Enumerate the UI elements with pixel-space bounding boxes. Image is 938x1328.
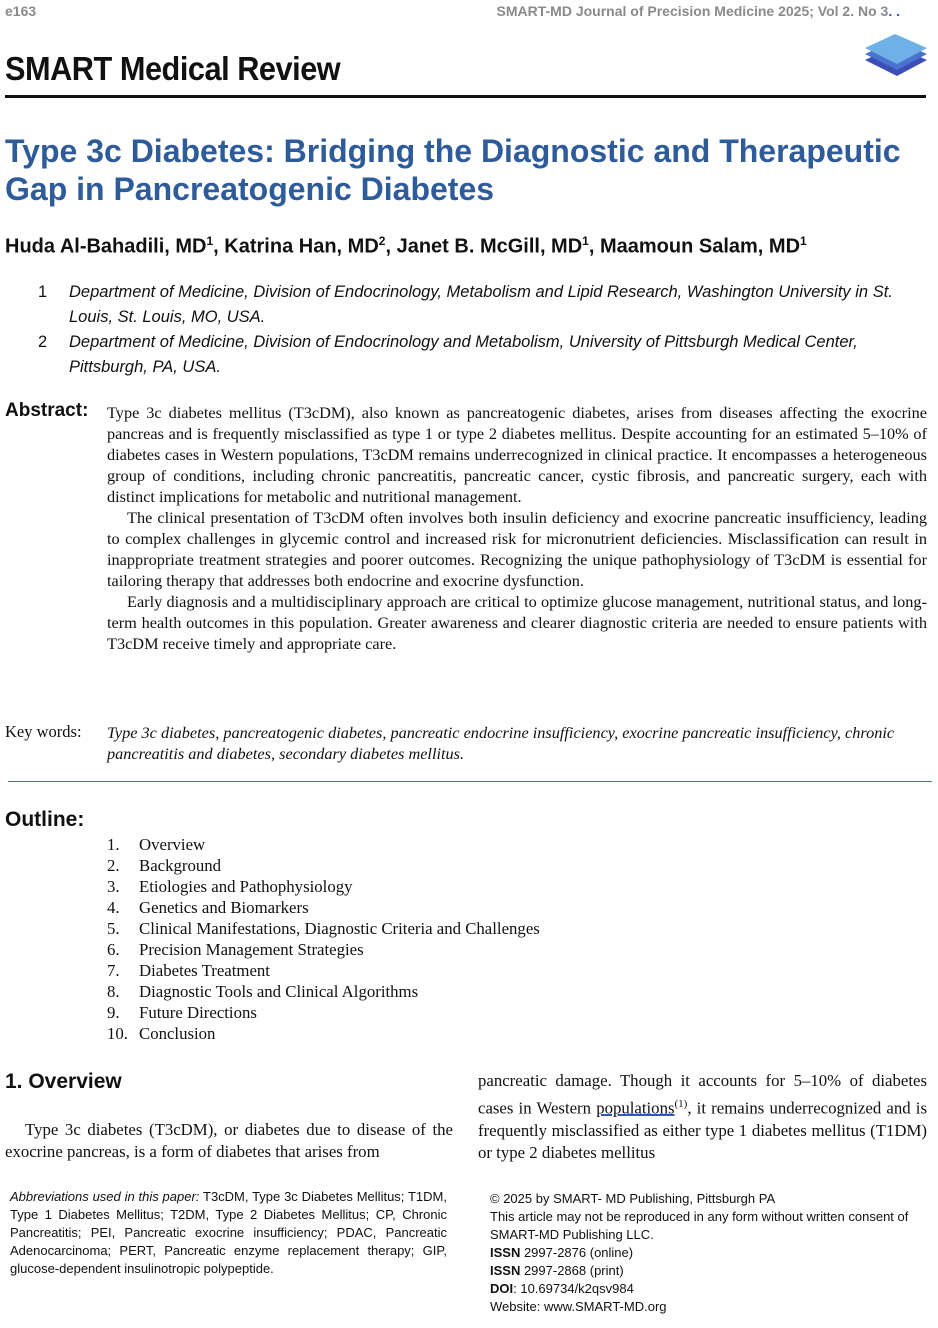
author-list: Huda Al-Bahadili, $MD^1$, Katrina Han, $MD^2$, Janet B. McGill, $MD^1$, Maamoun Salam, $MD^1$: [5, 234, 807, 258]
journal-trailing-dots: . .: [888, 3, 900, 19]
abstract-paragraph: The clinical presentation of T3cDM often involves both insulin deficiency and exocrine pancreatic insufficiency, leading to complex challenges in glycemic control and increased risk for micronutrient deficiencies. Misclassification can result in inappropriate treatment strategies and poorer outcomes. Recognizing the unique pathophysiology of T3cDM is essential for tailoring therapy that addresses both endocrine and exocrine dysfunction.: [107, 508, 927, 590]
outline-item: [107, 855, 540, 876]
rights-notice: This article may not be reproduced in any form without written consent of SMART-MD Publishing LLC.: [490, 1209, 909, 1242]
outline-number: 7.: [107, 961, 120, 980]
abstract-paragraph: Early diagnosis and a multidisciplinary approach are critical to optimize glucose management, nutritional status, and long-term health outcomes in this population. Greater awareness and clearer diagnostic criteria are needed to ensure patients with T3cDM receive timely and appropriate care.: [107, 592, 927, 653]
section-heading-overview: 1. Overview: [5, 1070, 122, 1093]
author-name: Janet B. McGill, MD: [396, 235, 583, 258]
outline-number: 5.: [107, 919, 120, 938]
abstract-body: [107, 402, 927, 654]
outline-item: [107, 1002, 540, 1023]
author-name: Katrina Han, MD: [224, 235, 379, 258]
issn-label: ISSN: [490, 1263, 521, 1278]
keywords-text: Type 3c diabetes, pancreatogenic diabetes, pancreatic endocrine insufficiency, exocrine pancreatic insufficiency, chronic pancreatitis and diabetes, secondary diabetes mellitus.: [107, 723, 895, 763]
stacked-layers-logo-icon: [857, 30, 933, 86]
outline-number: 9.: [107, 1003, 120, 1022]
author-affiliation-mark: 2: [378, 234, 386, 248]
page-number: e163: [5, 3, 37, 19]
doi-value: : 10.69734/k2qsv984: [513, 1281, 634, 1296]
affiliation-text: Department of Medicine, Division of Endocrinology, Metabolism and Lipid Research, Washington University in St. Louis, St. Louis, MO, USA.: [69, 283, 893, 326]
affiliation-number: 2: [38, 333, 48, 351]
author-name: Huda Al-Bahadili, MD: [5, 235, 207, 258]
publisher-info: [490, 1190, 910, 1316]
outline-text: Clinical Manifestations, Diagnostic Criteria and Challenges: [139, 919, 540, 938]
outline-item: [107, 834, 540, 855]
outline-number: 4.: [107, 898, 120, 917]
copyright-line: © 2025 by SMART- MD Publishing, Pittsburgh PA: [490, 1191, 776, 1206]
outline-text: Background: [139, 856, 222, 875]
header-rule: [5, 95, 926, 98]
outline-number: 10.: [107, 1024, 128, 1043]
abstract-paragraph: Type 3c diabetes mellitus (T3cDM), also known as pancreatogenic diabetes, arises from diseases affecting the exocrine pancreas and is frequently misclassified as type 1 or type 2 diabetes mellitus. Despite accounting for an estimated 5–10% of diabetes cases in Western populations, T3cDM remains underrecognized in clinical practice. It encompasses a heterogeneous group of conditions, including chronic pancreatitis, pancreatic cancer, cystic fibrosis, and pancreatic surgery, each with distinct implications for metabolic and nutritional management.: [107, 403, 927, 506]
overview-text: pancreatic damage. Though it accounts for 5–10% of diabetes cases in Western: [478, 1071, 927, 1118]
outline-text: Diagnostic Tools and Clinical Algorithms: [139, 982, 419, 1001]
abbreviations-text: T3cDM, Type 3c Diabetes Mellitus; T1DM, Type 1 Diabetes Mellitus; T2DM, Type 2 Diabetes Mellitus; CP, Chronic Pancreatitis; PEI, Pancreatic exocrine insufficiency; PDAC, Pancreatic Adenocarcinoma; PERT, Pancreatic enzyme replacement therapy; GIP, glucose-dependent insulinotropic polypeptide.: [10, 1189, 447, 1276]
affiliation-item: [38, 330, 928, 380]
brand-name: SMART Medical Review: [5, 50, 341, 87]
affiliation-text: Department of Medicine, Division of Endocrinology and Metabolism, University of Pittsburgh Medical Center, Pittsburgh, PA, USA.: [69, 333, 858, 376]
outline-text: Overview: [139, 835, 206, 854]
outline-text: Precision Management Strategies: [139, 940, 364, 959]
article-title: Type 3c Diabetes: Bridging the Diagnostic and Therapeutic Gap in Pancreatogenic Diabetes: [5, 133, 901, 207]
issn-print: [490, 1262, 910, 1280]
outline-number: 8.: [107, 982, 120, 1001]
abbreviations-label: Abbreviations used in this paper:: [10, 1189, 200, 1204]
outline-label: Outline:: [5, 808, 85, 831]
outline-text: Etiologies and Pathophysiology: [139, 877, 353, 896]
outline-list: [107, 834, 540, 1044]
affiliation-list: [38, 280, 928, 380]
doi-line: [490, 1280, 910, 1298]
website-line[interactable]: Website: www.SMART-MD.org: [490, 1299, 667, 1314]
overview-paragraph: Type 3c diabetes (T3cDM), or diabetes due to disease of the exocrine pancreas, is a form of diabetes that arises from: [5, 1120, 453, 1161]
journal-citation-text: SMART-MD Journal of Precision Medicine 2025; Vol 2. No 3: [496, 3, 889, 19]
outline-item: [107, 960, 540, 981]
affiliation-item: [38, 280, 928, 330]
affiliation-number: 1: [38, 283, 48, 301]
outline-text: Genetics and Biomarkers: [139, 898, 309, 917]
doi-label: DOI: [490, 1281, 514, 1296]
abbreviations-footnote: [10, 1188, 447, 1278]
outline-number: 1.: [107, 835, 120, 854]
journal-citation: [497, 3, 901, 19]
outline-item: [107, 876, 540, 897]
outline-item: [107, 918, 540, 939]
issn-online-value: 2997-2876 (online): [520, 1245, 634, 1260]
outline-number: 2.: [107, 856, 120, 875]
outline-text: Conclusion: [139, 1024, 216, 1043]
outline-item: [107, 981, 540, 1002]
issn-online: [490, 1244, 910, 1262]
overview-text: , it remains underrecognized and is frequently misclassified as either type 1 diabetes mellitus (T1DM) or type 2 diabetes mellitus: [478, 1098, 927, 1163]
abstract-label: Abstract:: [5, 400, 89, 421]
overview-right-column: [478, 1070, 927, 1165]
citation-marker[interactable]: (1): [674, 1097, 688, 1110]
outline-number: 3.: [107, 877, 120, 896]
running-header: [5, 3, 900, 23]
author-affiliation-mark: 1: [582, 234, 589, 248]
issn-print-value: 2997-2868 (print): [520, 1263, 624, 1278]
outline-number: 6.: [107, 940, 120, 959]
overview-left-column: [5, 1119, 453, 1163]
author-affiliation-mark: 1: [206, 234, 214, 248]
outline-item: [107, 897, 540, 918]
outline-text: Diabetes Treatment: [139, 961, 270, 980]
section-divider: [8, 781, 932, 782]
outline-text: Future Directions: [139, 1003, 257, 1022]
reference-link[interactable]: populations: [596, 1098, 675, 1118]
issn-label: ISSN: [490, 1245, 521, 1260]
keywords-label: Key words:: [5, 722, 82, 741]
author-name: Maamoun Salam, MD: [599, 235, 801, 258]
author-affiliation-mark: 1: [800, 234, 807, 248]
outline-item: [107, 1023, 540, 1044]
outline-item: [107, 939, 540, 960]
